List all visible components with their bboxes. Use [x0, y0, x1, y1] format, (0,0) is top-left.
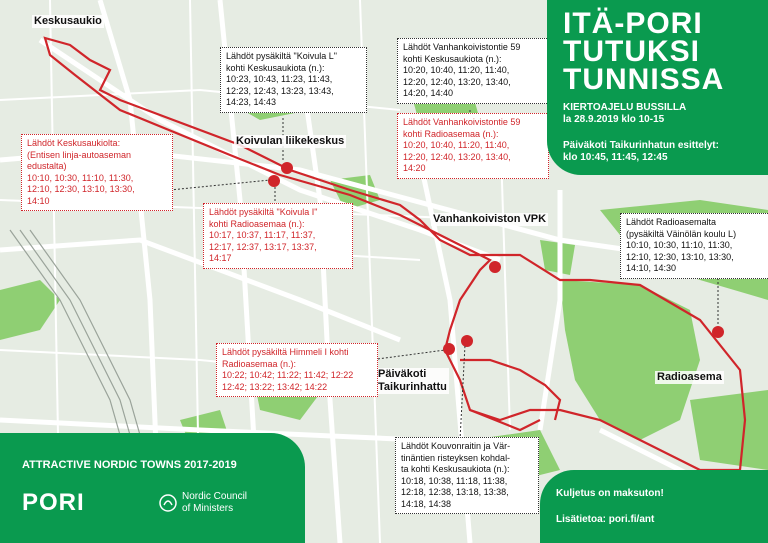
info-panel: [540, 470, 768, 543]
stop-koivula-i: [268, 175, 280, 187]
more-info-link[interactable]: Lisätietoa: pori.fi/ant: [556, 514, 655, 525]
subtitle: KIERTOAJELU BUSSILLA la 28.9.2019 klo 10-15: [563, 102, 687, 125]
timetable-keskusaukio: Lähdöt Keskusaukiolta: (Entisen linja-autoaseman edustalta) 10:10, 10:30, 11:10, 11:30, 12:10, 12:30, 13:10, 13:30, 14:10: [21, 134, 173, 211]
title-panel: [547, 0, 768, 175]
program-name: ATTRACTIVE NORDIC TOWNS 2017-2019: [22, 459, 237, 471]
nordic-council-swan-icon: [158, 493, 178, 513]
timetable-radioasema: Lähdöt Radioasemalta (pysäkiltä Väinölän koulu L) 10:10, 10:30, 11:10, 11:30, 12:10, 12:30, 13:10, 13:30, 14:10, 14:30: [620, 213, 768, 279]
stop-koivula-l: [281, 162, 293, 174]
free-transport: Kuljetus on maksuton!: [556, 488, 664, 499]
timetable-himmeli: Lähdöt pysäkiltä Himmeli I kohti Radioasemaa (n.): 10:22; 10:42; 11:22; 11:42; 12:22 12:42; 13:22; 13:42; 14:22: [216, 343, 378, 397]
main-title: ITÄ-PORI TUTUKSI TUNNISSA: [563, 7, 725, 96]
timetable-vanhankoivistontie-keskusaukio: Lähdöt Vanhankoivistontie 59 kohti Keskusaukiota (n.): 10:20, 10:40, 11:20, 11:40, 12:20, 12:40, 13:20, 13:40, 14:20, 14:40: [397, 38, 549, 104]
nordic-council-name: Nordic Council of Ministers: [182, 491, 248, 514]
label-koivula: Koivulan liikekeskus: [236, 135, 345, 147]
label-radioasema: Radioasema: [657, 371, 722, 383]
exhibit-times: Päiväkoti Taikurinhatun esittelyt: klo 10:45, 11:45, 12:45: [563, 140, 719, 163]
label-paivakoti: Päiväkoti Taikurinhattu: [378, 368, 447, 393]
stop-himmeli: [443, 343, 455, 355]
timetable-vanhankoivistontie-radioasema: Lähdöt Vanhankoivistontie 59 kohti Radioasemaa (n.): 10:20, 10:40, 11:20, 11:40, 12:20, 12:40, 13:20, 13:40, 14:20: [397, 113, 549, 179]
stop-vanhankoivistontie: [489, 261, 501, 273]
pori-logo: PORI: [22, 489, 85, 516]
label-keskusaukio: Keskusaukio: [34, 15, 102, 27]
stop-kouvonraitti: [461, 335, 473, 347]
stop-radioasema: [712, 326, 724, 338]
label-vpk: Vanhankoiviston VPK: [433, 213, 547, 225]
timetable-koivula-l: Lähdöt pysäkiltä "Koivula L" kohti Keskusaukiota (n.): 10:23, 10:43, 11:23, 11:43, 12:23, 12:43, 13:23, 13:43, 14:23, 14:43: [220, 47, 367, 113]
timetable-koivula-i: Lähdöt pysäkiltä "Koivula I" kohti Radioasemaa (n.): 10:17, 10:37, 11:17, 11:37, 12:17, 12:37, 13:17, 13:37, 14:17: [203, 203, 353, 269]
timetable-kouvonraitti: Lähdöt Kouvonraitin ja Vär- tinäntien risteyksen kohdal- ta kohti Keskusaukiota (n.): 10:18, 10:38, 11:18, 11:38, 12:18, 12:38, 13:18, 13:38, 14:18, 14:38: [395, 437, 539, 514]
program-panel: [0, 433, 305, 543]
